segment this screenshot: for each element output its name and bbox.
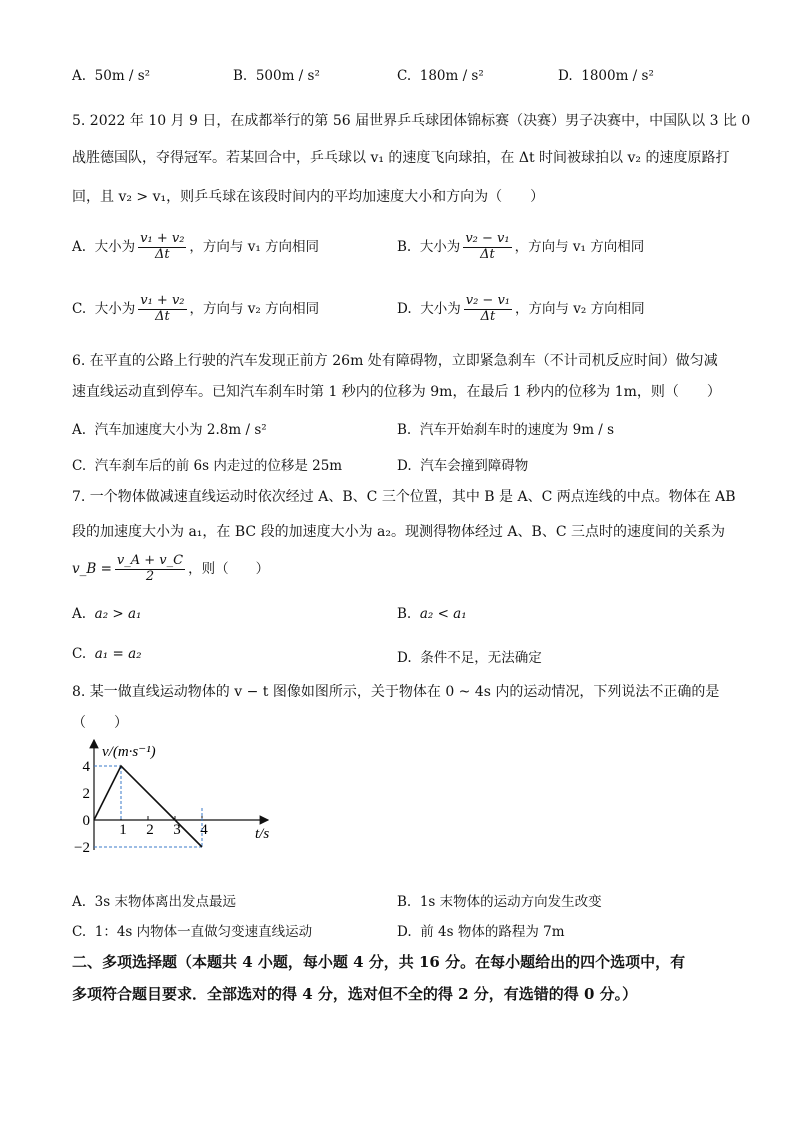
section-2-line1: 二、多项选择题（本题共 4 小题，每小题 4 分，共 16 分。在每小题给出的四个选项中，有: [72, 953, 686, 971]
q6-option-d: D. 汽车会撞到障碍物: [397, 458, 529, 474]
q6-stem-line1: 6. 在平直的公路上行驶的汽车发现正前方 26m 处有障碍物，立即紧急刹车（不计司机反应时间）做匀减: [72, 353, 718, 369]
q8-option-a: A. 3s 末物体离出发点最远: [72, 894, 236, 910]
q7-option-c: C. a₁ = a₂: [72, 646, 142, 662]
x-tick-label: 3: [173, 822, 181, 838]
y-axis-label: v/(m·s⁻¹): [102, 744, 156, 760]
q5-stem-line3: 回，且 v₂ > v₁，则乒乓球在该段时间内的平均加速度大小和方向为（ ）: [72, 189, 545, 205]
x-tick-label: 1: [119, 822, 127, 838]
q4-option-d: D. 1800m / s²: [558, 68, 654, 84]
q7-option-b: B. a₂ < a₁: [397, 606, 467, 622]
q6-option-b: B. 汽车开始刹车时的速度为 9m / s: [397, 422, 615, 438]
q4-option-c: C. 180m / s²: [397, 68, 484, 84]
q8-option-d: D. 前 4s 物体的路程为 7m: [397, 924, 565, 940]
q8-option-c: C. 1：4s 内物体一直做匀变速直线运动: [72, 924, 313, 940]
q6-option-a: A. 汽车加速度大小为 2.8m / s²: [72, 422, 267, 438]
section-2-line2: 多项符合题目要求．全部选对的得 4 分，选对但不全的得 2 分，有选错的得 0 分。）: [72, 985, 638, 1003]
q6-stem-line2: 速直线运动直到停车。已知汽车刹车时第 1 秒内的位移为 9m，在最后 1 秒内的位移为 1m，则（ ）: [72, 384, 721, 400]
x-tick-label: 2: [146, 822, 154, 838]
y-tick-label: 4: [82, 759, 90, 775]
q8-stem-line2: （ ）: [72, 715, 128, 731]
q5-option-a: A. 大小为 $\frac{\text{v₁ + v₂}}{\Delta t}$ ，方向与 v₁ 方向相同: [72, 231, 320, 262]
q4-option-a: A. 50m / s²: [72, 68, 151, 84]
q7-stem-line1: 7. 一个物体做减速直线运动时依次经过 A、B、C 三个位置，其中 B 是 A、C 两点连线的中点。物体在 AB: [72, 489, 736, 505]
q5-option-d: D. 大小为 $\frac{\text{v₂ − v₁}}{\Delta t}$ ，方向与 v₂ 方向相同: [397, 293, 645, 324]
q5-stem-line1: 5. 2022 年 10 月 9 日，在成都举行的第 56 届世界乒乓球团体锦标赛（决赛）男子决赛中，中国队以 3 比 0: [72, 113, 751, 129]
q8-stem-line1: 8. 某一做直线运动物体的 v − t 图像如图所示，关于物体在 0 ~ 4s 内的运动情况，下列说法不正确的是: [72, 684, 720, 700]
q8-option-b: B. 1s 末物体的运动方向发生改变: [397, 894, 602, 910]
q5-option-c: C. 大小为 $\frac{\text{v₁ + v₂}}{\Delta t}$ ，方向与 v₂ 方向相同: [72, 293, 320, 324]
q5-stem-line2: 战胜德国队，夺得冠军。若某回合中，乒乓球以 v₁ 的速度飞向球拍，在 Δt 时间被球拍以 v₂ 的速度原路打: [72, 150, 730, 166]
y-tick-label: 0: [82, 813, 90, 829]
q5-option-b: B. 大小为 $\frac{\text{v₂ − v₁}}{\Delta t}$ ，方向与 v₁ 方向相同: [397, 231, 645, 262]
q7-option-d: D. 条件不足，无法确定: [397, 650, 542, 666]
vt-graph: [72, 738, 292, 868]
x-tick-label: 4: [200, 822, 208, 838]
q6-option-c: C. 汽车刹车后的前 6s 内走过的位移是 25m: [72, 458, 343, 474]
q7-option-a: A. a₂ > a₁: [72, 606, 142, 622]
q7-stem-line2: 段的加速度大小为 a₁，在 BC 段的加速度大小为 a₂。现测得物体经过 A、B、C 三点时的速度间的关系为: [72, 524, 725, 540]
q4-option-b: B. 500m / s²: [233, 68, 320, 84]
y-tick-label: 2: [82, 786, 90, 802]
y-tick-label: −2: [74, 840, 90, 856]
x-axis-label: t/s: [255, 826, 270, 842]
q7-formula: v_B = $\frac{v\_A + v\_C}{2}$ ，则（ ）: [72, 553, 270, 584]
